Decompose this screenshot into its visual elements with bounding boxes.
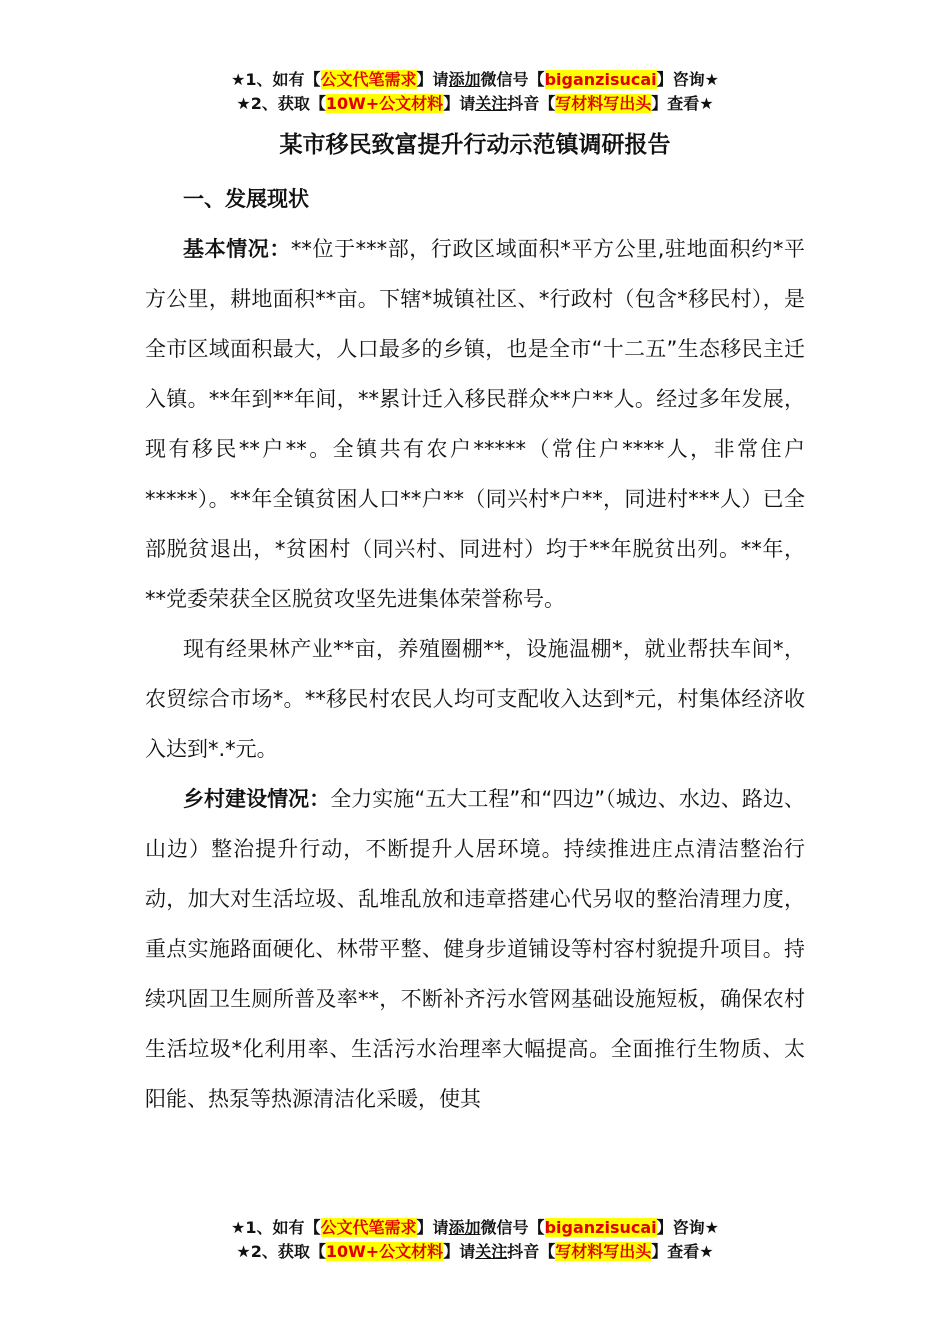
promo-line-1: ★1、如有【公文代笔需求】请添加微信号【biganzisucai】咨询★ xyxy=(231,70,719,89)
paragraph-text: **位于***部，行政区域面积*平方公里,驻地面积约*平方公里，耕地面积**亩。下辖*城镇社区、*行政村（包含*移民村），是全市区域面积最大，人口最多的乡镇，也是全市“十二五”生态移民主迁入镇。**年到**年间，**累计迁入移民群众**户**人。经过多年发展，现有移民**户**。全镇共有农户*****（常住户****人，非常住户*****）。**年全镇贫困人口**户**（同兴村*户**，同进村***人）已全部脱贫退出，*贫困村（同兴村、同进村）均于**年脱贫出列。**年，**党委荣获全区脱贫攻坚先进集体荣誉称号。 xyxy=(145,237,805,611)
promo-wechat-id: biganzisucai xyxy=(544,1218,657,1237)
document-title: 某市移民致富提升行动示范镇调研报告 xyxy=(279,132,671,158)
section-heading: 一、发展现状 xyxy=(183,187,309,211)
promo-banner-top xyxy=(0,68,950,116)
promo-underlined-word: 关注 xyxy=(475,1242,508,1261)
promo-underlined-word: 添加 xyxy=(448,70,481,89)
promo-line-2: ★2、获取【10W+公文材料】请关注抖音【写材料写出头】查看★ xyxy=(236,94,714,113)
promo-underlined-word: 关注 xyxy=(475,94,508,113)
promo-wechat-id: biganzisucai xyxy=(544,70,657,89)
paragraph-industry: 现有经果林产业**亩，养殖圈棚**，设施温棚*，就业帮扶车间*，农贸综合市场*。**移民村农民人均可支配收入达到*元，村集体经济收入达到*.*元。 xyxy=(145,637,805,761)
document-body xyxy=(145,174,805,1124)
paragraph-lead: 基本情况： xyxy=(183,237,291,261)
paragraph-lead: 乡村建设情况： xyxy=(183,787,331,811)
promo-highlight: 10W+公文材料 xyxy=(325,1242,444,1261)
promo-banner-bottom xyxy=(0,1216,950,1264)
promo-douyin-id: 写材料写出头 xyxy=(555,1242,652,1261)
promo-highlight: 公文代笔需求 xyxy=(320,70,417,89)
promo-douyin-id: 写材料写出头 xyxy=(555,94,652,113)
paragraph-text: 全力实施“五大工程”和“四边”（城边、水边、路边、山边）整治提升行动，不断提升人居环境。持续推进庄点清洁整治行动，加大对生活垃圾、乱堆乱放和违章搭建心代另収的整治清理力度，重点实施路面硬化、林带平整、健身步道铺设等村容村貌提升项目。持续巩固卫生厕所普及率**，不断补齐污水管网基础设施短板，确保农村生活垃圾*化利用率、生活污水治理率大幅提高。全面推行生物质、太阳能、热泵等热源清洁化采暖，使其 xyxy=(145,787,805,1111)
promo-highlight: 10W+公文材料 xyxy=(325,94,444,113)
paragraph-rural-construction xyxy=(145,774,805,1124)
promo-underlined-word: 添加 xyxy=(448,1218,481,1237)
promo-line-2: ★2、获取【10W+公文材料】请关注抖音【写材料写出头】查看★ xyxy=(236,1242,714,1261)
promo-line-1: ★1、如有【公文代笔需求】请添加微信号【biganzisucai】咨询★ xyxy=(231,1218,719,1237)
promo-highlight: 公文代笔需求 xyxy=(320,1218,417,1237)
paragraph-basic-info xyxy=(145,224,805,624)
